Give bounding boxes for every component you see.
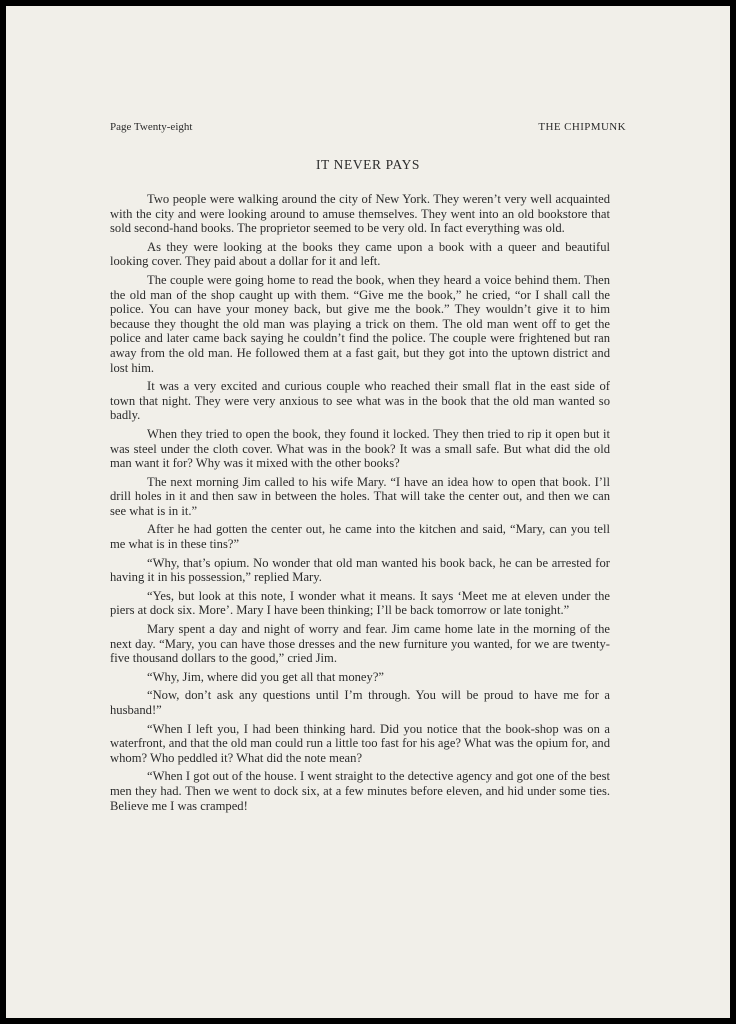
paragraph: The next morning Jim called to his wife Mary. “I have an idea how to open that book. I’ll drill holes in it and then saw in between the holes. That will take the center out, and then we can see what is in it.”	[110, 474, 610, 518]
document-page	[6, 6, 730, 1018]
paragraph: After he had gotten the center out, he came into the kitchen and said, “Mary, can you tell me what is in these tins?”	[110, 522, 610, 552]
publication-title: THE CHIPMUNK	[538, 121, 626, 133]
paragraph: It was a very excited and curious couple who reached their small flat in the east side of town that night. They were very anxious to see what was in the book that the old man wanted so badly.	[110, 379, 610, 423]
running-header	[110, 121, 626, 137]
paragraph: “When I got out of the house. I went straight to the detective agency and got one of the best men they had. Then we went to dock six, at a few minutes before eleven, and hid under some ties. Believe me I was cramped!	[110, 769, 610, 813]
paragraph: The couple were going home to read the book, when they heard a voice behind them. Then the old man of the shop caught up with them. “Give me the book,” he cried, “or I shall call the police. You can have your money back, but give me the book.” They wouldn’t give it to him because they thought the old man was playing a trick on them. The old man went off to get the police and later came back saying he couldn’t find the police. The couple were frightened but ran away from the old man. He followed them at a fast gait, but they got into the uptown district and lost him.	[110, 272, 610, 375]
paragraph: When they tried to open the book, they found it locked. They then tried to rip it open but it was steel under the cloth cover. What was in the book? It was a small safe. But what did the old man want it for? Why was it mixed with the other books?	[110, 426, 610, 471]
paragraph: “Yes, but look at this note, I wonder what it means. It says ‘Meet me at eleven under the piers at dock six. More’. Mary I have been thinking; I’ll be back tomorrow or late tonight.”	[110, 588, 610, 618]
paragraph: “Now, don’t ask any questions until I’m through. You will be proud to have me for a husband!”	[110, 688, 610, 717]
paragraph: Mary spent a day and night of worry and fear. Jim came home late in the morning of the next day. “Mary, you can have those dresses and the new furniture you wanted, for we are twenty-five thousand dollars to the good,” cried Jim.	[110, 622, 610, 666]
article-body	[110, 192, 610, 817]
article-title: IT NEVER PAYS	[315, 157, 421, 172]
paragraph: As they were looking at the books they came upon a book with a queer and beautiful looking cover. They paid about a dollar for it and left.	[110, 239, 610, 269]
page-number-label: Page Twenty-eight	[110, 121, 193, 133]
paragraph: “When I left you, I had been thinking hard. Did you notice that the book-shop was on a waterfront, and that the old man could run a little too fast for his age? What was the opium for, and whom? Who peddled it? What did the note mean?	[110, 721, 610, 765]
paragraph: “Why, Jim, where did you get all that money?”	[147, 669, 384, 684]
paragraph: “Why, that’s opium. No wonder that old man wanted his book back, he can be arrested for having it in his possession,” replied Mary.	[110, 555, 610, 585]
paragraph: Two people were walking around the city of New York. They weren’t very well acquainted with the city and were looking around to amuse themselves. They went into an old bookstore that sold second-hand books. The proprietor seemed to be very old. In fact everything was old.	[110, 192, 610, 236]
